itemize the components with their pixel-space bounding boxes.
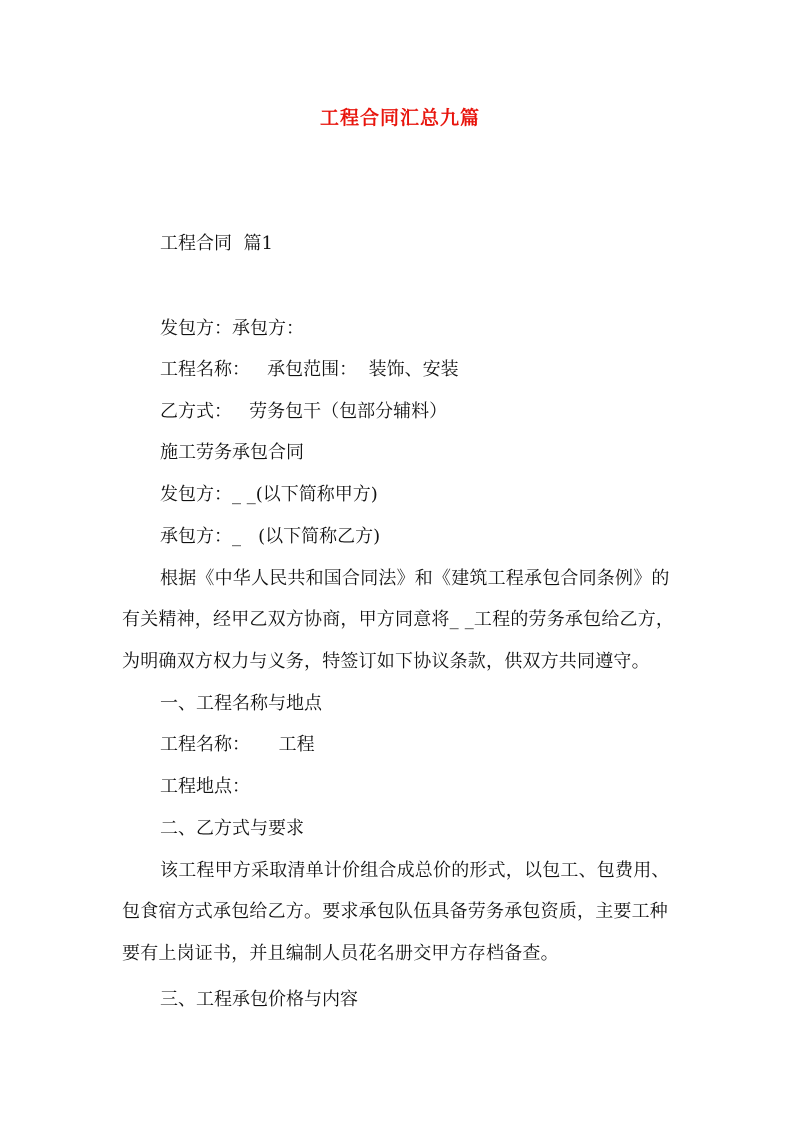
paragraph-line: 工程名称： 承包范围： 装饰、安装 (160, 359, 459, 380)
paragraph-line: 为明确双方权力与义务，特签订如下协议条款，供双方共同遵守。 (122, 651, 650, 672)
paragraph-line: 承包方：_ (以下简称乙方) (160, 526, 381, 547)
paragraph-line: 根据《中华人民共和国合同法》和《建筑工程承包合同条例》的 (160, 568, 670, 589)
paragraph-line: 施工劳务承包合同 (160, 442, 304, 463)
paragraph-line: 该工程甲方采取清单计价组合成总价的形式，以包工、包费用、 (160, 860, 670, 881)
paragraph-line: 包食宿方式承包给乙方。要求承包队伍具备劳务承包资质，主要工种 (122, 901, 668, 922)
paragraph-line: 乙方式： 劳务包干（包部分辅料） (160, 401, 448, 422)
paragraph-line: 三、工程承包价格与内容 (160, 989, 358, 1010)
paragraph-line: 工程名称： 工程 (160, 734, 315, 755)
document-title: 工程合同汇总九篇 (319, 107, 480, 129)
paragraph-line: 发包方：承包方： (160, 318, 304, 339)
section-heading: 工程合同 篇1 (160, 233, 273, 254)
paragraph-line: 有关精神，经甲乙双方协商，甲方同意将_ _工程的劳务承包给乙方， (122, 609, 675, 630)
paragraph-line: 发包方：_ _(以下简称甲方) (160, 484, 378, 505)
paragraph-line: 工程地点： (160, 776, 250, 797)
paragraph-line: 二、乙方式与要求 (160, 818, 304, 839)
paragraph-line: 要有上岗证书，并且编制人员花名册交甲方存档备查。 (122, 943, 559, 964)
paragraph-line: 一、工程名称与地点 (160, 693, 322, 714)
